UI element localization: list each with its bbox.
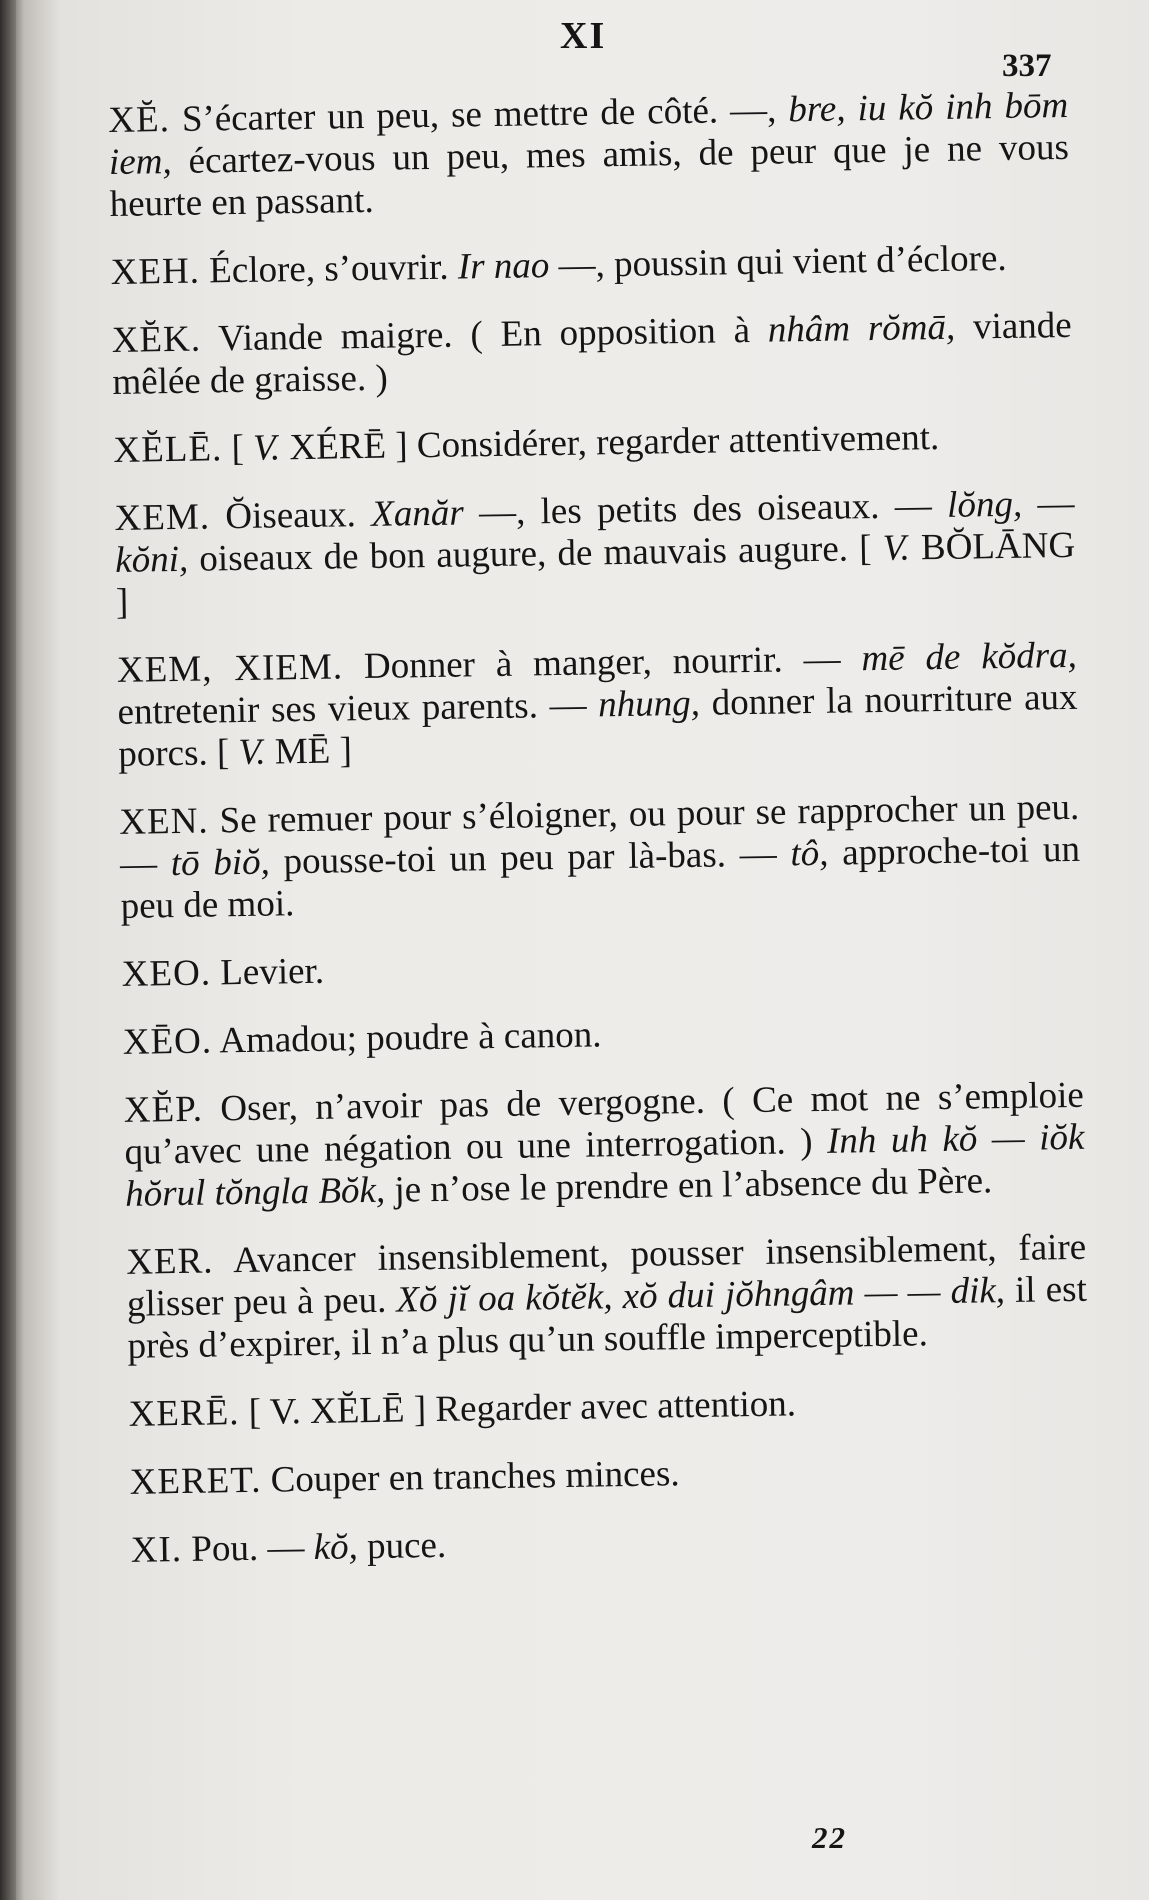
entry-text: BŎLĀNG ]	[115, 524, 1076, 623]
entry-headword: XERĒ.	[128, 1392, 240, 1435]
dictionary-entry	[129, 1447, 1090, 1504]
dictionary-entry	[108, 85, 1070, 226]
entry-example-italic: V.	[238, 731, 266, 774]
entry-text: Couper en tranches minces.	[261, 1453, 680, 1501]
entry-headword: XEM.	[114, 496, 211, 539]
entry-headword: XĒO.	[122, 1020, 213, 1063]
entry-example-italic: tô,	[790, 832, 829, 875]
entry-headword: XĔ.	[108, 99, 171, 141]
entry-text: Donner à manger, nourrir. —	[342, 638, 862, 688]
entry-example-italic: Xŏ jĭ oa kŏtĕk, xŏ dui jŏhngâm — — dik,	[396, 1270, 1006, 1321]
entry-text: —, poussin qui vient d’éclore.	[549, 237, 1007, 287]
entry-headword: XER.	[125, 1240, 214, 1283]
dictionary-entry	[114, 483, 1076, 624]
entry-headword: XEH.	[110, 250, 201, 293]
entry-text: oiseaux de bon augure, de mauvais augure. [	[187, 527, 884, 580]
running-header: XI	[560, 15, 607, 57]
entry-text: Amadou; poudre à canon.	[211, 1014, 602, 1062]
entry-headword: XĔP.	[123, 1088, 204, 1131]
page-number: 337	[1002, 48, 1052, 84]
entry-example-italic: V.	[882, 527, 911, 569]
entry-text: MĒ ]	[265, 730, 353, 773]
entry-text: [	[221, 427, 254, 470]
entry-text: donner la nourriture aux porcs. [	[117, 676, 1078, 775]
entry-headword: XĔLĒ.	[113, 428, 223, 471]
dictionary-entry	[122, 1007, 1083, 1064]
entry-headword: XEN.	[119, 800, 209, 843]
dictionary-entry	[121, 939, 1082, 996]
entry-example-italic: mē de kŏdra,	[861, 634, 1078, 680]
entry-text: —	[1021, 482, 1075, 525]
signature-number: 22	[812, 1820, 847, 1855]
entry-text: Viande maigre. ( En opposition à	[200, 309, 769, 360]
dictionary-entry	[126, 1227, 1088, 1368]
entry-headword: XI.	[130, 1529, 183, 1571]
dictionary-entry	[119, 787, 1081, 928]
entry-text: Pou. —	[181, 1526, 314, 1571]
entry-text: [ V. XĔLĒ ] Regarder avec attention.	[239, 1383, 797, 1434]
entry-example-italic: nhung,	[597, 682, 701, 726]
dictionary-entry	[117, 635, 1079, 776]
entry-text: Éclore, s’ouvrir.	[199, 246, 459, 292]
entry-example-italic: Inh uh kŏ — iŏk hŏrul tŏngla Bŏk,	[124, 1116, 1085, 1215]
entry-example-italic: Ir nao	[457, 245, 550, 288]
entry-text: S’écarter un peu, se mettre de côté. —,	[169, 89, 789, 141]
entry-headword: XEM, XIEM.	[116, 646, 344, 691]
dictionary-entry	[124, 1075, 1086, 1216]
dictionary-entry	[110, 237, 1071, 294]
entry-example-italic: bre, iu kŏ inh bōm iem,	[108, 84, 1069, 183]
dictionary-entry	[111, 305, 1072, 404]
dictionary-entries	[108, 85, 1091, 1598]
entry-text: —, les petits des oiseaux. —	[463, 484, 948, 534]
entry-text: puce.	[357, 1524, 447, 1568]
entry-text: XÉRĒ ] Considérer, regarder attentivement.	[279, 416, 940, 469]
entry-example-italic: kŏ,	[313, 1526, 359, 1568]
entry-text: approche-toi un peu de moi.	[120, 828, 1081, 927]
entry-example-italic: tō biŏ,	[170, 841, 271, 885]
entry-text: Se remuer pour s’éloigner, ou pour se rapprocher un peu. —	[119, 786, 1080, 885]
entry-example-italic: V.	[252, 427, 281, 469]
binding-shadow	[0, 0, 16, 1900]
entry-headword: XĔK.	[111, 318, 202, 361]
entry-text: Ŏiseaux.	[209, 493, 372, 538]
entry-text: il est près d’expirer, il n’a plus qu’un souffle imperceptible.	[127, 1268, 1088, 1367]
dictionary-entry	[113, 415, 1074, 472]
entry-text: Levier.	[210, 950, 325, 994]
entry-text: je n’ose le prendre en l’absence du Père.	[384, 1160, 993, 1211]
entry-example-italic: nhâm rŏmā,	[767, 306, 956, 351]
entry-text: entretenir ses vieux parents. —	[117, 684, 599, 733]
entry-text: viande mêlée de graisse. )	[112, 304, 1072, 403]
entry-example-italic: kŏni,	[114, 538, 189, 581]
entry-example-italic: Xanăr	[370, 492, 465, 535]
dictionary-entry	[130, 1515, 1091, 1572]
entry-text: pousse-toi un peu par là-bas. —	[269, 833, 791, 883]
entry-headword: XERET.	[129, 1459, 262, 1503]
entry-text: Oser, n’avoir pas de vergogne. ( Ce mot ne s’emploie qu’avec une négation ou une interrogation. )	[124, 1074, 1085, 1173]
entry-example-italic: lŏng,	[946, 483, 1023, 526]
entry-text: Avancer insensiblement, pousser insensiblement, faire glisser peu à peu.	[126, 1226, 1087, 1325]
entry-headword: XEO.	[121, 952, 212, 995]
entry-text: écartez-vous un peu, mes amis, de peur que je ne vous heurte en passant.	[109, 126, 1070, 225]
dictionary-entry	[128, 1379, 1089, 1436]
